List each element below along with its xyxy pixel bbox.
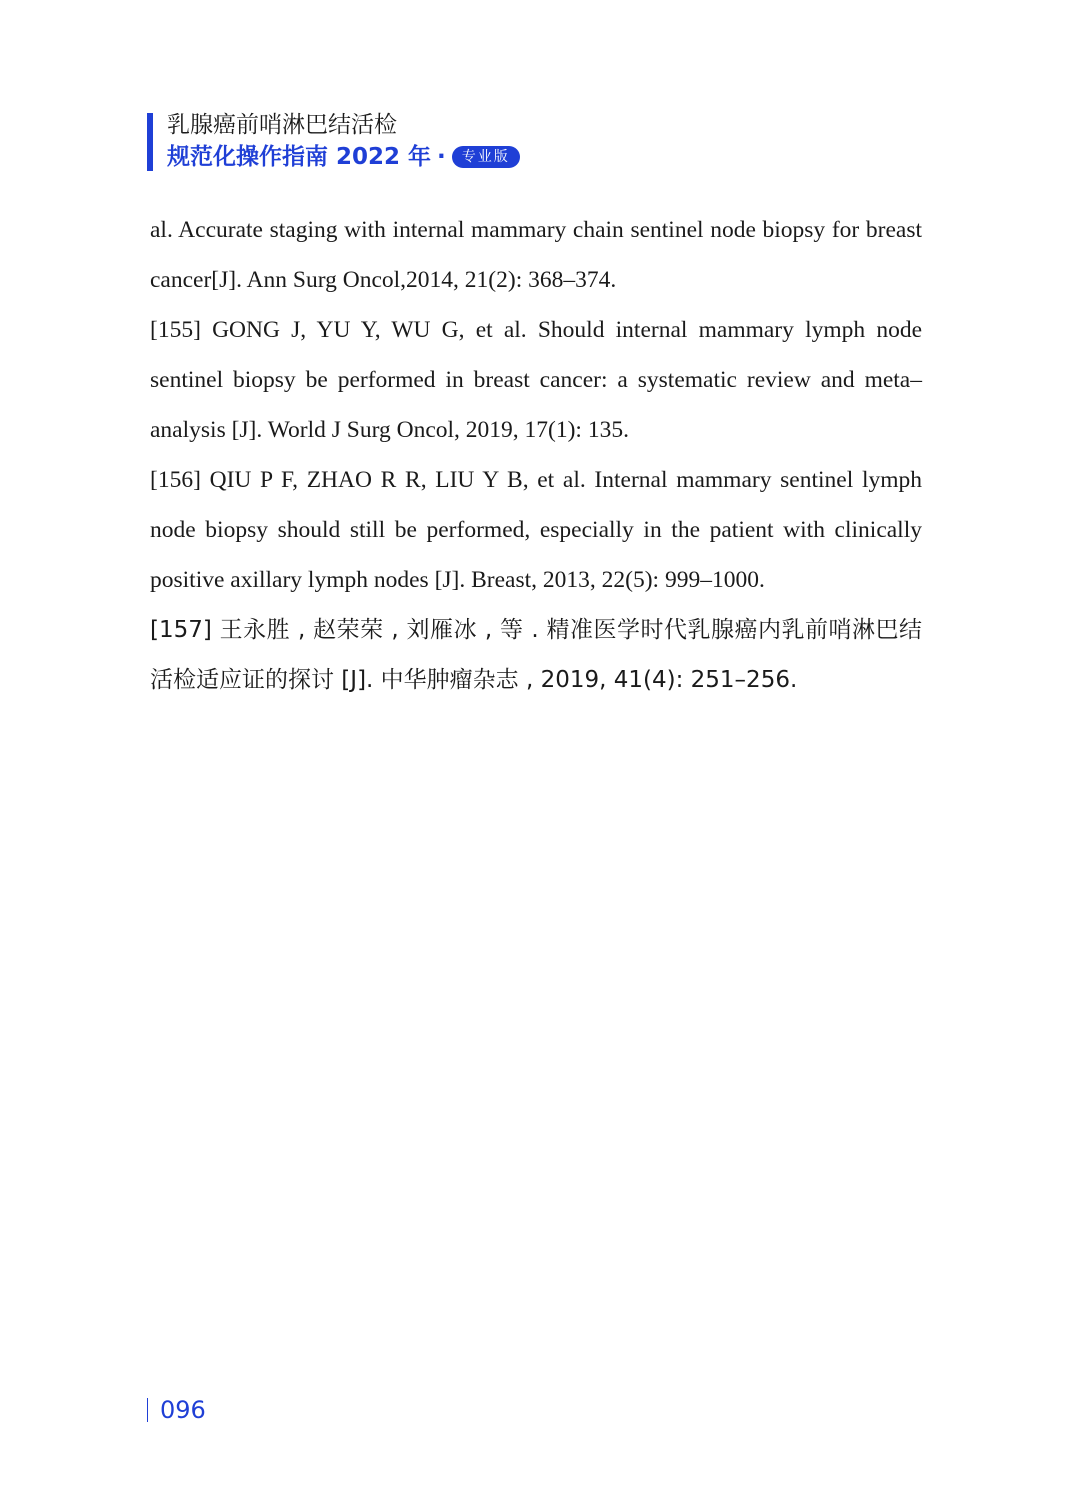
reference-item: [155] GONG J, YU Y, WU G, et al. Should internal mammary lymph node sentinel biopsy be performed in breast cancer: a systematic review and meta–analysis [J]. World J Surg Oncol, 2019, 17(1): 135. — [150, 317, 922, 443]
header-title-line2 — [167, 143, 520, 171]
page-number — [147, 1395, 206, 1425]
page-number-text: 096 — [160, 1396, 206, 1424]
header-separator: · — [437, 144, 446, 170]
reference-item: [157] 王永胜 , 赵荣荣 , 刘雁冰 , 等 . 精准医学时代乳腺癌内乳前哨淋巴结活检适应证的探讨 [J]. 中华肿瘤杂志 , 2019, 41(4): 251–256. — [150, 617, 922, 693]
edition-badge: 专业版 — [452, 146, 520, 168]
reference-item: [156] QIU P F, ZHAO R R, LIU Y B, et al. Internal mammary sentinel lymph node biopsy should still be performed, especially in the patient with clinically positive axillary lymph nodes [J]. Breast, 2013, 22(5): 999–1000. — [150, 467, 922, 593]
reference-list — [150, 205, 922, 705]
header-subtitle: 规范化操作指南 2022 年 — [167, 144, 432, 170]
header-title-line1: 乳腺癌前哨淋巴结活检 — [167, 112, 397, 138]
page-number-divider — [147, 1398, 148, 1422]
header-accent-bar — [147, 113, 153, 171]
running-header — [147, 111, 510, 171]
reference-item: al. Accurate staging with internal mammary chain sentinel node biopsy for breast cancer[J]. Ann Surg Oncol,2014, 21(2): 368–374. — [150, 217, 922, 293]
